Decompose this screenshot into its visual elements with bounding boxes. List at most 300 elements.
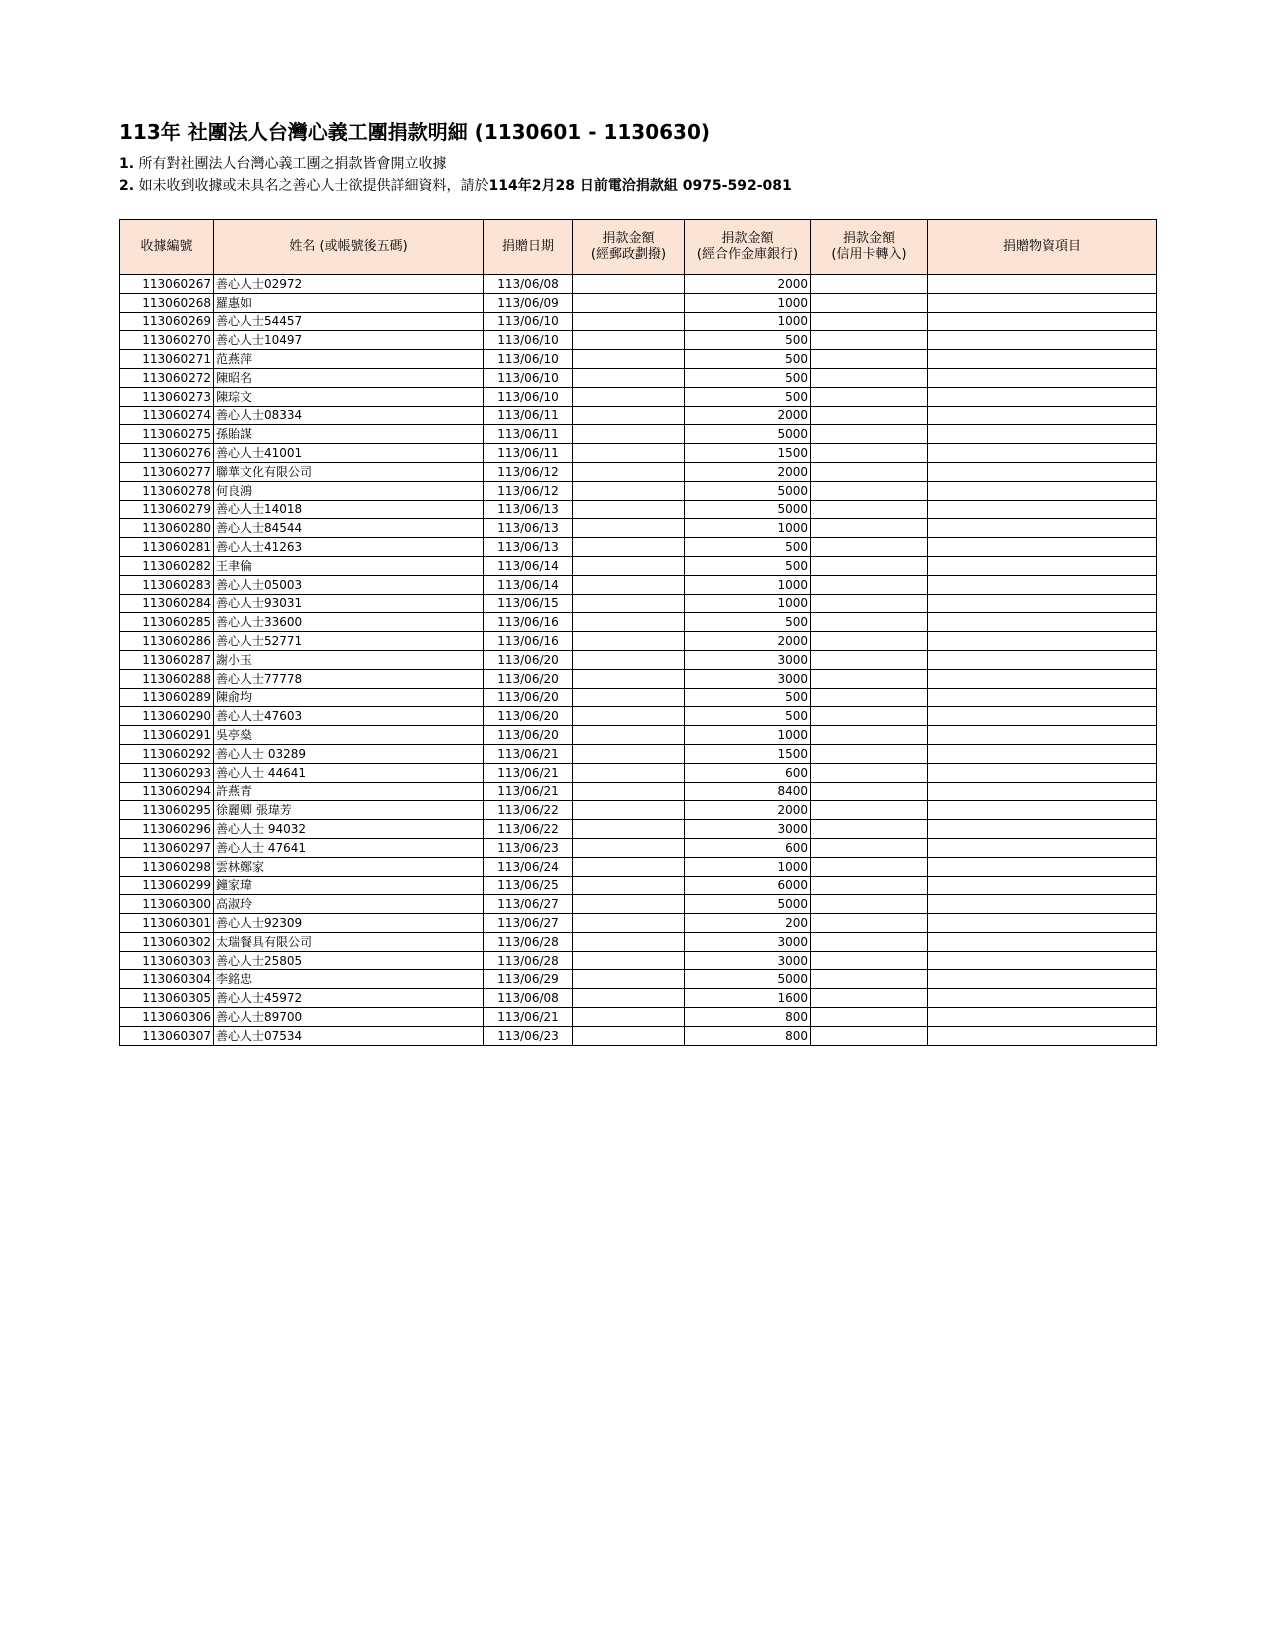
table-row bbox=[120, 914, 1157, 933]
cell-receipt-no: 113060290 bbox=[120, 707, 214, 726]
table-row bbox=[120, 594, 1157, 613]
cell-amount-postal bbox=[573, 895, 685, 914]
cell-amount-postal bbox=[573, 350, 685, 369]
cell-amount-bank: 500 bbox=[685, 368, 811, 387]
cell-name: 王聿倫 bbox=[214, 556, 484, 575]
header-name: 姓名 (或帳號後五碼) bbox=[214, 220, 484, 275]
cell-date: 113/06/11 bbox=[484, 406, 573, 425]
header-amount-card-line1: 捐款金額 bbox=[842, 231, 895, 246]
cell-items bbox=[928, 1008, 1157, 1027]
cell-name: 徐麗卿 張瑋芳 bbox=[214, 801, 484, 820]
cell-receipt-no: 113060281 bbox=[120, 538, 214, 557]
cell-receipt-no: 113060307 bbox=[120, 1026, 214, 1045]
cell-amount-bank: 500 bbox=[685, 350, 811, 369]
cell-name: 善心人士41001 bbox=[214, 444, 484, 463]
note-number: 1. bbox=[119, 156, 135, 172]
cell-amount-card bbox=[811, 1026, 928, 1045]
cell-name: 何良鴻 bbox=[214, 481, 484, 500]
cell-amount-card bbox=[811, 613, 928, 632]
cell-name: 善心人士54457 bbox=[214, 312, 484, 331]
cell-date: 113/06/08 bbox=[484, 275, 573, 294]
cell-amount-card bbox=[811, 838, 928, 857]
header-date: 捐贈日期 bbox=[484, 220, 573, 275]
cell-receipt-no: 113060292 bbox=[120, 744, 214, 763]
cell-items bbox=[928, 782, 1157, 801]
cell-name: 高淑玲 bbox=[214, 895, 484, 914]
table-row bbox=[120, 368, 1157, 387]
cell-items bbox=[928, 556, 1157, 575]
cell-receipt-no: 113060299 bbox=[120, 876, 214, 895]
cell-amount-bank: 3000 bbox=[685, 669, 811, 688]
cell-items bbox=[928, 688, 1157, 707]
cell-receipt-no: 113060272 bbox=[120, 368, 214, 387]
cell-receipt-no: 113060280 bbox=[120, 519, 214, 538]
cell-date: 113/06/13 bbox=[484, 500, 573, 519]
table-row bbox=[120, 989, 1157, 1008]
header-amount-card-line2: (信用卡轉入) bbox=[831, 247, 907, 262]
cell-name: 陳琮文 bbox=[214, 387, 484, 406]
cell-amount-bank: 3000 bbox=[685, 932, 811, 951]
cell-date: 113/06/21 bbox=[484, 744, 573, 763]
table-row bbox=[120, 970, 1157, 989]
cell-date: 113/06/20 bbox=[484, 650, 573, 669]
cell-amount-card bbox=[811, 387, 928, 406]
cell-items bbox=[928, 275, 1157, 294]
cell-amount-card bbox=[811, 895, 928, 914]
cell-date: 113/06/20 bbox=[484, 669, 573, 688]
cell-items bbox=[928, 838, 1157, 857]
cell-name: 善心人士05003 bbox=[214, 575, 484, 594]
cell-name: 陳昭名 bbox=[214, 368, 484, 387]
cell-amount-bank: 6000 bbox=[685, 876, 811, 895]
cell-items bbox=[928, 425, 1157, 444]
cell-amount-postal bbox=[573, 989, 685, 1008]
cell-amount-card bbox=[811, 932, 928, 951]
cell-date: 113/06/25 bbox=[484, 876, 573, 895]
cell-receipt-no: 113060283 bbox=[120, 575, 214, 594]
cell-name: 善心人士08334 bbox=[214, 406, 484, 425]
cell-items bbox=[928, 820, 1157, 839]
note-contact bbox=[119, 175, 792, 195]
cell-amount-bank: 1000 bbox=[685, 857, 811, 876]
cell-receipt-no: 113060269 bbox=[120, 312, 214, 331]
cell-items bbox=[928, 989, 1157, 1008]
cell-receipt-no: 113060285 bbox=[120, 613, 214, 632]
cell-amount-card bbox=[811, 669, 928, 688]
cell-amount-card bbox=[811, 538, 928, 557]
table-body bbox=[120, 275, 1157, 1046]
cell-name: 善心人士47603 bbox=[214, 707, 484, 726]
table-row bbox=[120, 1026, 1157, 1045]
cell-amount-bank: 1000 bbox=[685, 594, 811, 613]
cell-receipt-no: 113060301 bbox=[120, 914, 214, 933]
cell-name: 善心人士92309 bbox=[214, 914, 484, 933]
table-row bbox=[120, 782, 1157, 801]
cell-date: 113/06/27 bbox=[484, 895, 573, 914]
cell-name: 孫貽謀 bbox=[214, 425, 484, 444]
cell-items bbox=[928, 1026, 1157, 1045]
cell-amount-bank: 1600 bbox=[685, 989, 811, 1008]
cell-amount-card bbox=[811, 1008, 928, 1027]
cell-items bbox=[928, 387, 1157, 406]
note-deadline-phone: 114年2月28 日前電洽捐款組 0975-592-081 bbox=[488, 178, 792, 194]
table-row bbox=[120, 726, 1157, 745]
cell-receipt-no: 113060282 bbox=[120, 556, 214, 575]
cell-amount-bank: 500 bbox=[685, 613, 811, 632]
cell-amount-card bbox=[811, 500, 928, 519]
table-row bbox=[120, 331, 1157, 350]
cell-amount-bank: 3000 bbox=[685, 951, 811, 970]
cell-date: 113/06/21 bbox=[484, 763, 573, 782]
cell-items bbox=[928, 895, 1157, 914]
table-row bbox=[120, 500, 1157, 519]
note-text: 如未收到收據或未具名之善心人士欲提供詳細資料，請於 bbox=[138, 178, 489, 194]
cell-amount-card bbox=[811, 350, 928, 369]
cell-amount-card bbox=[811, 556, 928, 575]
cell-amount-bank: 500 bbox=[685, 707, 811, 726]
cell-name: 善心人士25805 bbox=[214, 951, 484, 970]
cell-amount-bank: 500 bbox=[685, 538, 811, 557]
cell-date: 113/06/24 bbox=[484, 857, 573, 876]
cell-date: 113/06/29 bbox=[484, 970, 573, 989]
cell-receipt-no: 113060267 bbox=[120, 275, 214, 294]
table-row bbox=[120, 1008, 1157, 1027]
cell-amount-postal bbox=[573, 763, 685, 782]
table-row bbox=[120, 688, 1157, 707]
table-row bbox=[120, 406, 1157, 425]
cell-amount-card bbox=[811, 632, 928, 651]
cell-receipt-no: 113060286 bbox=[120, 632, 214, 651]
header-amount-bank-line2: (經合作金庫銀行) bbox=[696, 247, 799, 262]
cell-name: 陳俞均 bbox=[214, 688, 484, 707]
cell-amount-bank: 500 bbox=[685, 387, 811, 406]
cell-amount-bank: 600 bbox=[685, 838, 811, 857]
cell-name: 鐘家瑋 bbox=[214, 876, 484, 895]
cell-amount-postal bbox=[573, 444, 685, 463]
cell-date: 113/06/13 bbox=[484, 519, 573, 538]
table-row bbox=[120, 575, 1157, 594]
cell-amount-bank: 1000 bbox=[685, 312, 811, 331]
cell-receipt-no: 113060268 bbox=[120, 293, 214, 312]
cell-amount-postal bbox=[573, 707, 685, 726]
cell-date: 113/06/22 bbox=[484, 801, 573, 820]
cell-amount-postal bbox=[573, 932, 685, 951]
cell-amount-postal bbox=[573, 951, 685, 970]
cell-amount-card bbox=[811, 857, 928, 876]
cell-amount-card bbox=[811, 782, 928, 801]
cell-amount-postal bbox=[573, 519, 685, 538]
cell-items bbox=[928, 594, 1157, 613]
table-row bbox=[120, 801, 1157, 820]
cell-amount-bank: 1000 bbox=[685, 519, 811, 538]
cell-date: 113/06/13 bbox=[484, 538, 573, 557]
table-header-row bbox=[120, 220, 1157, 275]
cell-items bbox=[928, 669, 1157, 688]
cell-items bbox=[928, 350, 1157, 369]
cell-receipt-no: 113060306 bbox=[120, 1008, 214, 1027]
cell-date: 113/06/20 bbox=[484, 688, 573, 707]
header-amount-postal-line2: (經郵政劃撥) bbox=[590, 247, 667, 262]
cell-date: 113/06/14 bbox=[484, 575, 573, 594]
table-row bbox=[120, 820, 1157, 839]
cell-date: 113/06/12 bbox=[484, 481, 573, 500]
cell-amount-postal bbox=[573, 331, 685, 350]
cell-amount-card bbox=[811, 425, 928, 444]
cell-date: 113/06/10 bbox=[484, 350, 573, 369]
cell-amount-postal bbox=[573, 500, 685, 519]
cell-amount-bank: 5000 bbox=[685, 895, 811, 914]
cell-date: 113/06/11 bbox=[484, 444, 573, 463]
cell-receipt-no: 113060288 bbox=[120, 669, 214, 688]
cell-amount-card bbox=[811, 594, 928, 613]
cell-name: 范燕萍 bbox=[214, 350, 484, 369]
cell-receipt-no: 113060276 bbox=[120, 444, 214, 463]
cell-items bbox=[928, 519, 1157, 538]
cell-name: 李銘忠 bbox=[214, 970, 484, 989]
cell-amount-card bbox=[811, 744, 928, 763]
cell-receipt-no: 113060271 bbox=[120, 350, 214, 369]
table-row bbox=[120, 613, 1157, 632]
cell-receipt-no: 113060274 bbox=[120, 406, 214, 425]
cell-amount-postal bbox=[573, 914, 685, 933]
cell-date: 113/06/21 bbox=[484, 1008, 573, 1027]
cell-date: 113/06/08 bbox=[484, 989, 573, 1008]
cell-amount-bank: 1500 bbox=[685, 444, 811, 463]
cell-receipt-no: 113060298 bbox=[120, 857, 214, 876]
cell-amount-bank: 5000 bbox=[685, 425, 811, 444]
cell-amount-postal bbox=[573, 970, 685, 989]
table-row bbox=[120, 481, 1157, 500]
cell-receipt-no: 113060294 bbox=[120, 782, 214, 801]
cell-name: 聯華文化有限公司 bbox=[214, 462, 484, 481]
table-row bbox=[120, 857, 1157, 876]
cell-amount-bank: 1000 bbox=[685, 726, 811, 745]
cell-amount-postal bbox=[573, 838, 685, 857]
cell-amount-bank: 3000 bbox=[685, 820, 811, 839]
cell-amount-postal bbox=[573, 782, 685, 801]
table-row bbox=[120, 350, 1157, 369]
cell-items bbox=[928, 857, 1157, 876]
cell-name: 善心人士84544 bbox=[214, 519, 484, 538]
cell-receipt-no: 113060289 bbox=[120, 688, 214, 707]
cell-amount-card bbox=[811, 914, 928, 933]
header-amount-bank-line1: 捐款金額 bbox=[721, 231, 774, 246]
cell-amount-postal bbox=[573, 632, 685, 651]
cell-amount-card bbox=[811, 970, 928, 989]
cell-receipt-no: 113060302 bbox=[120, 932, 214, 951]
cell-amount-postal bbox=[573, 538, 685, 557]
cell-receipt-no: 113060303 bbox=[120, 951, 214, 970]
cell-amount-card bbox=[811, 519, 928, 538]
cell-amount-card bbox=[811, 575, 928, 594]
table-row bbox=[120, 312, 1157, 331]
cell-name: 雲林鄭家 bbox=[214, 857, 484, 876]
cell-amount-postal bbox=[573, 368, 685, 387]
cell-amount-card bbox=[811, 876, 928, 895]
cell-items bbox=[928, 932, 1157, 951]
cell-amount-postal bbox=[573, 876, 685, 895]
cell-name: 謝小玉 bbox=[214, 650, 484, 669]
cell-date: 113/06/10 bbox=[484, 368, 573, 387]
cell-items bbox=[928, 538, 1157, 557]
table-row bbox=[120, 538, 1157, 557]
header-amount-card bbox=[811, 220, 928, 275]
cell-receipt-no: 113060293 bbox=[120, 763, 214, 782]
cell-items bbox=[928, 462, 1157, 481]
cell-amount-postal bbox=[573, 406, 685, 425]
cell-name: 善心人士 44641 bbox=[214, 763, 484, 782]
table-row bbox=[120, 275, 1157, 294]
cell-items bbox=[928, 726, 1157, 745]
cell-amount-card bbox=[811, 444, 928, 463]
cell-receipt-no: 113060270 bbox=[120, 331, 214, 350]
cell-items bbox=[928, 312, 1157, 331]
cell-amount-card bbox=[811, 820, 928, 839]
cell-amount-postal bbox=[573, 312, 685, 331]
cell-receipt-no: 113060300 bbox=[120, 895, 214, 914]
cell-amount-postal bbox=[573, 556, 685, 575]
cell-amount-bank: 500 bbox=[685, 556, 811, 575]
table-row bbox=[120, 932, 1157, 951]
cell-amount-card bbox=[811, 331, 928, 350]
cell-amount-card bbox=[811, 989, 928, 1008]
cell-receipt-no: 113060304 bbox=[120, 970, 214, 989]
cell-amount-bank: 800 bbox=[685, 1008, 811, 1027]
cell-amount-card bbox=[811, 707, 928, 726]
cell-items bbox=[928, 744, 1157, 763]
cell-name: 善心人士41263 bbox=[214, 538, 484, 557]
cell-amount-card bbox=[811, 801, 928, 820]
cell-date: 113/06/20 bbox=[484, 726, 573, 745]
cell-items bbox=[928, 801, 1157, 820]
table-row bbox=[120, 951, 1157, 970]
cell-date: 113/06/28 bbox=[484, 932, 573, 951]
cell-amount-postal bbox=[573, 462, 685, 481]
cell-name: 善心人士33600 bbox=[214, 613, 484, 632]
cell-items bbox=[928, 876, 1157, 895]
cell-items bbox=[928, 632, 1157, 651]
table-row bbox=[120, 876, 1157, 895]
cell-amount-postal bbox=[573, 726, 685, 745]
table-row bbox=[120, 462, 1157, 481]
cell-date: 113/06/16 bbox=[484, 613, 573, 632]
cell-amount-bank: 200 bbox=[685, 914, 811, 933]
cell-items bbox=[928, 406, 1157, 425]
cell-amount-card bbox=[811, 368, 928, 387]
cell-items bbox=[928, 763, 1157, 782]
header-amount-postal bbox=[573, 220, 685, 275]
cell-items bbox=[928, 650, 1157, 669]
cell-amount-bank: 500 bbox=[685, 688, 811, 707]
cell-receipt-no: 113060295 bbox=[120, 801, 214, 820]
cell-name: 善心人士89700 bbox=[214, 1008, 484, 1027]
cell-amount-card bbox=[811, 951, 928, 970]
cell-date: 113/06/10 bbox=[484, 331, 573, 350]
cell-items bbox=[928, 914, 1157, 933]
cell-amount-bank: 8400 bbox=[685, 782, 811, 801]
cell-amount-postal bbox=[573, 275, 685, 294]
cell-date: 113/06/22 bbox=[484, 820, 573, 839]
cell-name: 善心人士93031 bbox=[214, 594, 484, 613]
cell-name: 善心人士07534 bbox=[214, 1026, 484, 1045]
cell-amount-bank: 1000 bbox=[685, 575, 811, 594]
cell-name: 善心人士52771 bbox=[214, 632, 484, 651]
cell-amount-bank: 5000 bbox=[685, 500, 811, 519]
cell-items bbox=[928, 500, 1157, 519]
cell-name: 善心人士 47641 bbox=[214, 838, 484, 857]
cell-amount-postal bbox=[573, 613, 685, 632]
cell-items bbox=[928, 707, 1157, 726]
cell-amount-card bbox=[811, 293, 928, 312]
cell-amount-card bbox=[811, 763, 928, 782]
cell-amount-postal bbox=[573, 669, 685, 688]
cell-amount-postal bbox=[573, 575, 685, 594]
table-row bbox=[120, 707, 1157, 726]
cell-items bbox=[928, 444, 1157, 463]
cell-receipt-no: 113060273 bbox=[120, 387, 214, 406]
cell-amount-bank: 2000 bbox=[685, 462, 811, 481]
cell-amount-postal bbox=[573, 594, 685, 613]
cell-date: 113/06/23 bbox=[484, 838, 573, 857]
table-row bbox=[120, 425, 1157, 444]
cell-receipt-no: 113060278 bbox=[120, 481, 214, 500]
cell-amount-postal bbox=[573, 650, 685, 669]
header-items: 捐贈物資項目 bbox=[928, 220, 1157, 275]
cell-amount-bank: 5000 bbox=[685, 481, 811, 500]
cell-receipt-no: 113060291 bbox=[120, 726, 214, 745]
table-row bbox=[120, 293, 1157, 312]
cell-amount-card bbox=[811, 481, 928, 500]
cell-amount-bank: 800 bbox=[685, 1026, 811, 1045]
cell-name: 羅惠如 bbox=[214, 293, 484, 312]
table-row bbox=[120, 556, 1157, 575]
cell-amount-bank: 1000 bbox=[685, 293, 811, 312]
table-row bbox=[120, 650, 1157, 669]
cell-date: 113/06/16 bbox=[484, 632, 573, 651]
table-row bbox=[120, 632, 1157, 651]
cell-amount-card bbox=[811, 406, 928, 425]
cell-date: 113/06/11 bbox=[484, 425, 573, 444]
cell-date: 113/06/15 bbox=[484, 594, 573, 613]
cell-date: 113/06/23 bbox=[484, 1026, 573, 1045]
cell-amount-bank: 5000 bbox=[685, 970, 811, 989]
cell-amount-card bbox=[811, 726, 928, 745]
table-row bbox=[120, 444, 1157, 463]
cell-items bbox=[928, 613, 1157, 632]
cell-amount-postal bbox=[573, 744, 685, 763]
table-row bbox=[120, 387, 1157, 406]
cell-date: 113/06/14 bbox=[484, 556, 573, 575]
cell-amount-bank: 2000 bbox=[685, 632, 811, 651]
table-row bbox=[120, 763, 1157, 782]
cell-date: 113/06/28 bbox=[484, 951, 573, 970]
cell-amount-card bbox=[811, 688, 928, 707]
table-row bbox=[120, 895, 1157, 914]
cell-receipt-no: 113060305 bbox=[120, 989, 214, 1008]
cell-date: 113/06/10 bbox=[484, 387, 573, 406]
cell-date: 113/06/12 bbox=[484, 462, 573, 481]
note-receipt-policy bbox=[119, 153, 447, 173]
cell-amount-card bbox=[811, 312, 928, 331]
header-amount-bank bbox=[685, 220, 811, 275]
cell-amount-postal bbox=[573, 801, 685, 820]
cell-items bbox=[928, 970, 1157, 989]
cell-amount-postal bbox=[573, 481, 685, 500]
cell-amount-postal bbox=[573, 820, 685, 839]
cell-amount-bank: 2000 bbox=[685, 801, 811, 820]
cell-amount-card bbox=[811, 462, 928, 481]
cell-items bbox=[928, 368, 1157, 387]
